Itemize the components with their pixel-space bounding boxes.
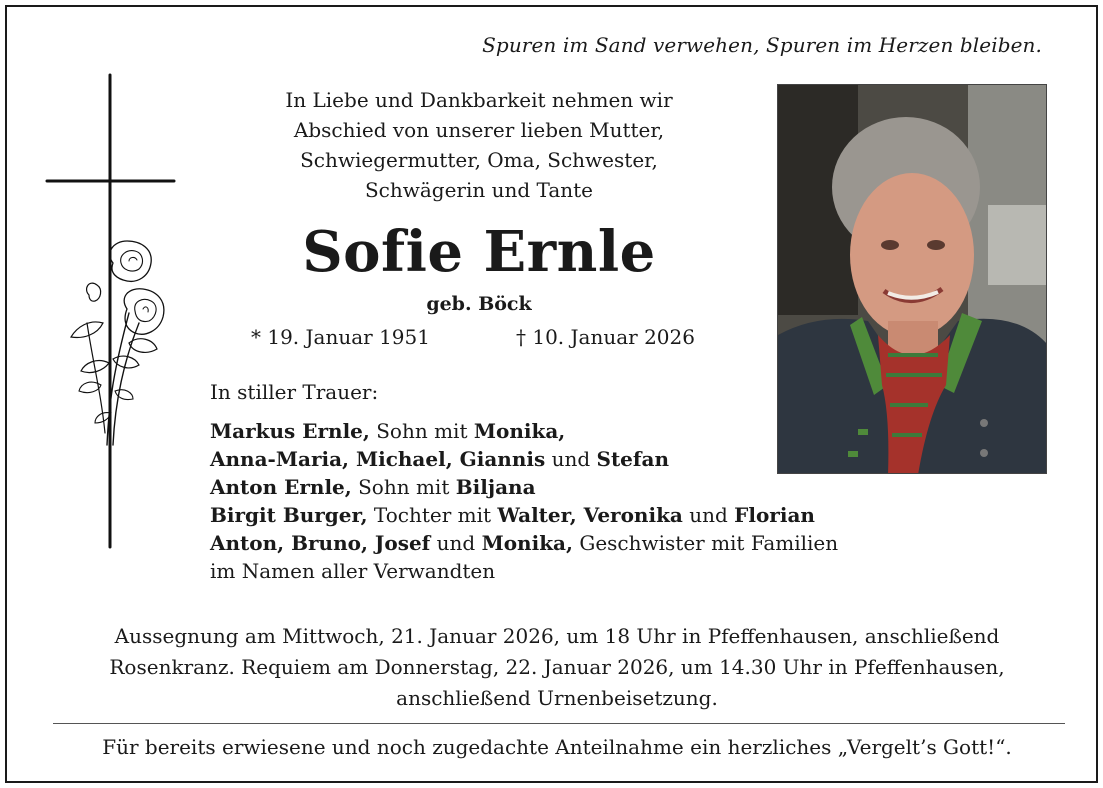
intro-line: In Liebe und Dankbarkeit nehmen wir [285, 88, 673, 112]
family-name: Monika, [473, 419, 566, 443]
intro-line: Schwiegermutter, Oma, Schwester, [300, 148, 658, 172]
death-date: † 10. Januar 2026 [516, 325, 695, 349]
family-name: Anton, Bruno, Josef [210, 531, 431, 555]
family-name: Florian [734, 503, 815, 527]
mourning-label: In stiller Trauer: [210, 380, 379, 404]
family-name: Biljana [455, 475, 536, 499]
family-line [210, 417, 838, 445]
divider [53, 723, 1065, 724]
family-text: im Namen aller Verwandten [210, 559, 496, 583]
deceased-name: Sofie Ernle [302, 219, 656, 285]
family-text: und [682, 503, 735, 527]
motto-text: Spuren im Sand verwehen, Spuren im Herzen bleiben. [482, 33, 1042, 57]
portrait-photo [777, 84, 1047, 474]
service-line: Rosenkranz. Requiem am Donnerstag, 22. Januar 2026, um 14.30 Uhr in Pfeffenhausen, [109, 655, 1005, 679]
family-text: Tochter mit [367, 503, 498, 527]
service-line: Aussegnung am Mittwoch, 21. Januar 2026, um 18 Uhr in Pfeffenhausen, anschließend [114, 624, 1000, 648]
family-name: Birgit Burger, [210, 503, 368, 527]
family-list [210, 417, 838, 585]
intro-text [215, 85, 743, 205]
family-name: Monika, [481, 531, 573, 555]
family-line [210, 557, 838, 585]
thanks-text: Für bereits erwiesene und noch zugedachte Anteilnahme ein herzliches „Vergelt’s Gott!“. [102, 735, 1012, 759]
family-text: und [545, 447, 597, 471]
family-line [210, 473, 838, 501]
family-line [210, 445, 838, 473]
family-name: Anna-Maria, Michael, Giannis [210, 447, 546, 471]
birth-name: geb. Böck [426, 293, 532, 315]
family-line [210, 529, 838, 557]
family-name: Walter, Veronika [497, 503, 683, 527]
family-text: Sohn mit [369, 419, 474, 443]
intro-line: Abschied von unserer lieben Mutter, [293, 118, 665, 142]
family-text: Sohn mit [351, 475, 456, 499]
cross-with-roses-icon [43, 73, 177, 551]
family-name: Markus Ernle, [210, 419, 370, 443]
family-text: und [430, 531, 482, 555]
birth-date: * 19. Januar 1951 [251, 325, 430, 349]
obituary-notice [5, 5, 1098, 783]
service-line: anschließend Urnenbeisetzung. [396, 686, 718, 710]
family-line [210, 501, 838, 529]
intro-line: Schwägerin und Tante [364, 178, 594, 202]
family-name: Anton Ernle, [210, 475, 352, 499]
family-text: Geschwister mit Familien [572, 531, 839, 555]
service-info [47, 621, 1067, 714]
family-name: Stefan [596, 447, 670, 471]
